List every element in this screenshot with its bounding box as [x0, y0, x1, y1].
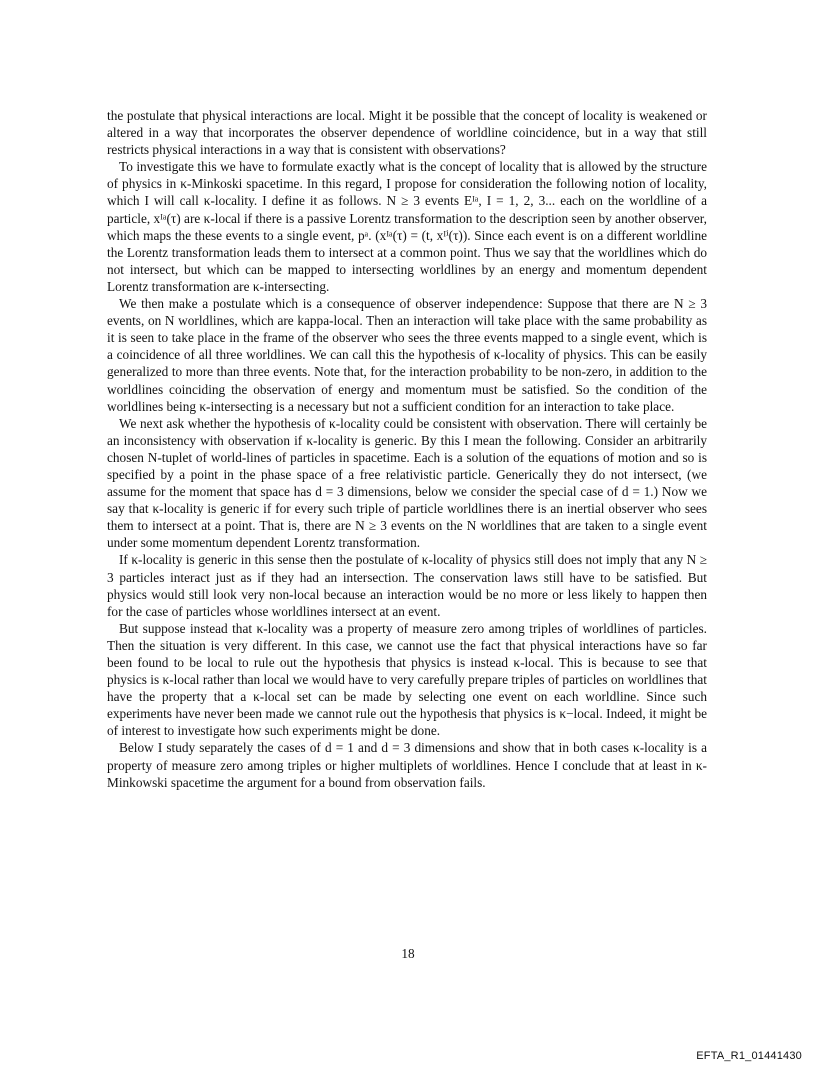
paragraph-2: To investigate this we have to formulate exactly what is the concept of locality that is allowed by the structure of physics in κ-Minkoski spacetime. In this regard, I propose for consideration the following notion of locality, which I will call κ-locality. I define it as follows. N ≥ 3 events Eᴵᵃ, I = 1, 2, 3... each on the worldline of a particle, xᴵᵃ(τ) are κ-local if there is a passive Lorentz transformation to the description seen by another observer, which maps the these events to a single event, pᵃ. (xᴵᵃ(τ) = (t, xᴵⁱ(τ)). Since each event is on a different worldline the Lorentz transformation leads them to intersect at a common point. Thus we say that the worldlines which do not intersect, but which can be mapped to intersecting worldlines by an energy and momentum dependent Lorentz transformation are κ-intersecting.: [107, 159, 707, 294]
paragraph-3: We then make a postulate which is a consequence of observer independence: Suppose that there are N ≥ 3 events, on N worldlines, which are kappa-local. Then an interaction will take place with the same probability as it is seen to take place in the frame of the observer who sees the three events mapped to a single event, which is a coincidence of all three worldlines. We can call this the hypothesis of κ-locality of physics. This can be easily generalized to more than three events. Note that, for the interaction probability to be non-zero, in addition to the worldlines coinciding the observation of energy and momentum must be satisfied. So the condition of the worldlines being κ-intersecting is a necessary but not a sufficient condition for an interaction to take place.: [107, 296, 707, 414]
document-id: EFTA_R1_01441430: [696, 1050, 802, 1062]
page-number: 18: [401, 946, 415, 961]
paragraph-7: Below I study separately the cases of d = 1 and d = 3 dimensions and show that in both cases κ-locality is a property of measure zero among triples or higher multiplets of worldlines. Hence I conclude that at least in κ-Minkowski spacetime the argument for a bound from observation fails.: [107, 740, 707, 790]
paragraph-1: the postulate that physical interactions are local. Might it be possible that the concept of locality is weakened or altered in a way that incorporates the observer dependence of worldline coincidence, but in a way that still restricts physical interactions in a way that is consistent with observations?: [107, 108, 707, 158]
paragraph-5: If κ-locality is generic in this sense then the postulate of κ-locality of physics still does not imply that any N ≥ 3 particles interact just as if they had an intersection. The conservation laws still have to be satisfied. But physics would still look very non-local because an interaction would be no more or less likely to happen then for the case of particles whose worldlines intersect at an event.: [107, 552, 707, 619]
paragraph-4: We next ask whether the hypothesis of κ-locality could be consistent with observation. There will certainly be an inconsistency with observation if κ-locality is generic. By this I mean the following. Consider an arbitrarily chosen N-tuplet of world-lines of particles in spacetime. Each is a solution of the equations of motion and so is specified by a point in the phase space of a free relativistic particle. Generically they do not intersect, (we assume for the moment that space has d = 3 dimensions, below we consider the special case of d = 1.) Now we say that κ-locality is generic if for every such triple of particle worldlines there is an inertial observer who sees them to intersect at a point. That is, there are N ≥ 3 events on the N worldlines that are taken to a single event under some momentum dependent Lorentz transformation.: [107, 415, 707, 551]
body-text: [107, 107, 707, 791]
paragraph-6: But suppose instead that κ-locality was a property of measure zero among triples of worldlines of particles. Then the situation is very different. In this case, we cannot use the fact that physical interactions have so far been found to be local to rule out the hypothesis that physics is instead κ-local. This is because to see that physics is κ-local rather than local we would have to very carefully prepare triples of particles on worldlines that have the property that a κ-local set can be made by selecting one event on each worldline. Since such experiments have never been made we cannot rule out the hypothesis that physics is κ−local. Indeed, it might be of interest to investigate how such experiments might be done.: [107, 620, 707, 739]
